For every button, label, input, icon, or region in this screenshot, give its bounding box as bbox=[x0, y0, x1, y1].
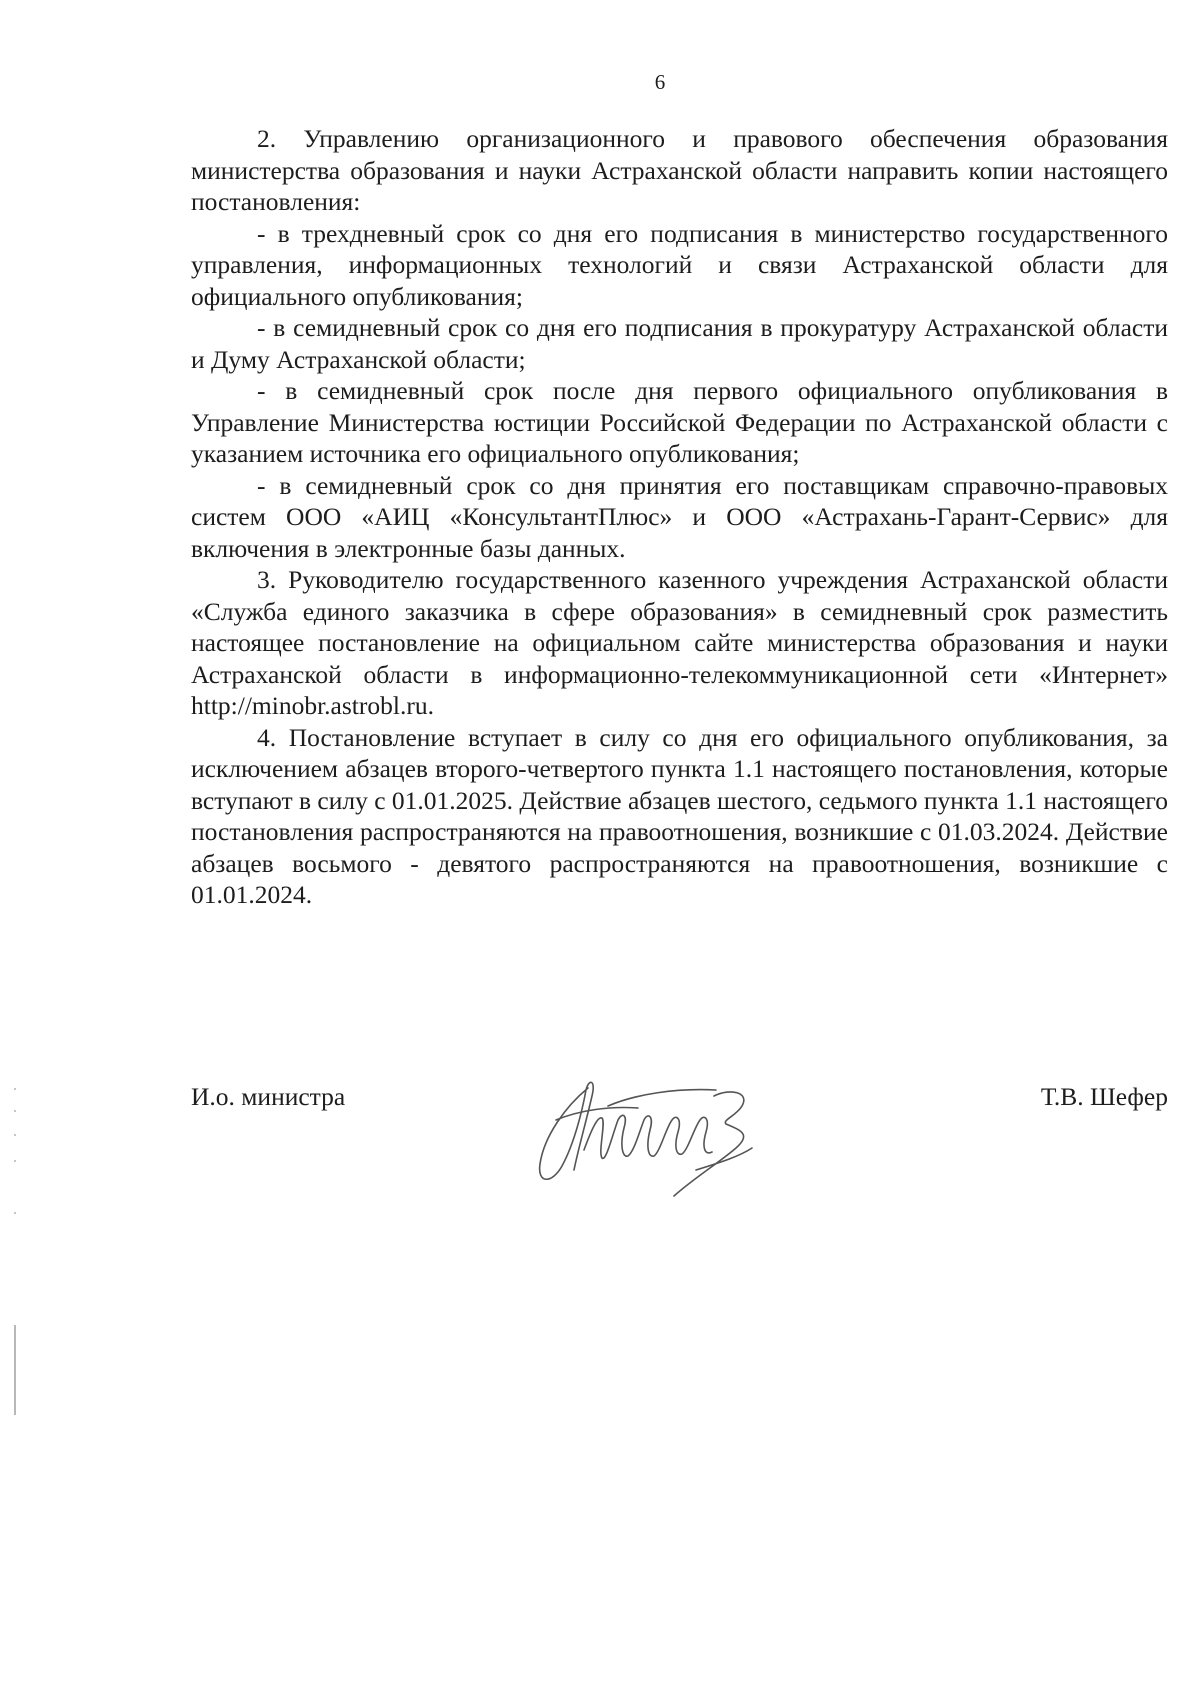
scan-margin-line bbox=[14, 1325, 16, 1415]
paragraph-subitem-3: - в семидневный срок после дня первого официального опубликования в Управление Министерства юстиции Российской Федерации по Астраханской области с указанием источника его официального опубликования; bbox=[191, 376, 1168, 468]
paragraph-subitem-2: - в семидневный срок со дня его подписания в прокуратуру Астраханской области и Думу Астраханской области; bbox=[191, 313, 1168, 374]
paragraph-item-3: 3. Руководителю государственного казенного учреждения Астраханской области «Служба единого заказчика в сфере образования» в семидневный срок разместить настоящее постановление на официальном сайте министерства образования и науки Астраханской области в информационно-телекоммуникационной сети «Интернет» http://minobr.astrobl.ru. bbox=[191, 565, 1168, 720]
signer-title: И.о. министра bbox=[191, 1082, 346, 1111]
paragraph-subitem-1: - в трехдневный срок со дня его подписания в министерство государственного управления, информационных технологий и связи Астраханской области для официального опубликования; bbox=[191, 218, 1168, 311]
document-body bbox=[191, 123, 1168, 911]
paragraph-subitem-4: - в семидневный срок со дня принятия его поставщикам справочно-правовых систем ООО «АИЦ «КонсультантПлюс» и ООО «Астрахань-Гарант-Сервис» для включения в электронные базы данных. bbox=[191, 470, 1168, 563]
scan-dot bbox=[14, 1160, 16, 1162]
paragraph-item-2: 2. Управлению организационного и правового обеспечения образования министерства образования и науки Астраханской области направить копии настоящего постановления: bbox=[191, 124, 1168, 216]
scan-dot bbox=[14, 1134, 16, 1136]
signer-name: Т.В. Шефер bbox=[1040, 1082, 1168, 1111]
scan-dot bbox=[14, 1110, 16, 1112]
scan-dot bbox=[14, 1088, 16, 1090]
signature-block bbox=[191, 1082, 1168, 1222]
paragraph-item-4: 4. Постановление вступает в силу со дня его официального опубликования, за исключением абзацев второго-четвертого пункта 1.1 настоящего постановления, которые вступают в силу с 01.01.2025. Действие абзацев шестого, седьмого пункта 1.1 настоящего постановления распространяются на правоотношения, возникшие с 01.03.2024. Действие абзацев восьмого - девятого распространяются на правоотношения, возникшие с 01.01.2024. bbox=[191, 722, 1168, 909]
scan-dot bbox=[14, 1212, 16, 1214]
page-number: 6 bbox=[654, 70, 666, 94]
handwritten-signature bbox=[526, 1066, 796, 1206]
